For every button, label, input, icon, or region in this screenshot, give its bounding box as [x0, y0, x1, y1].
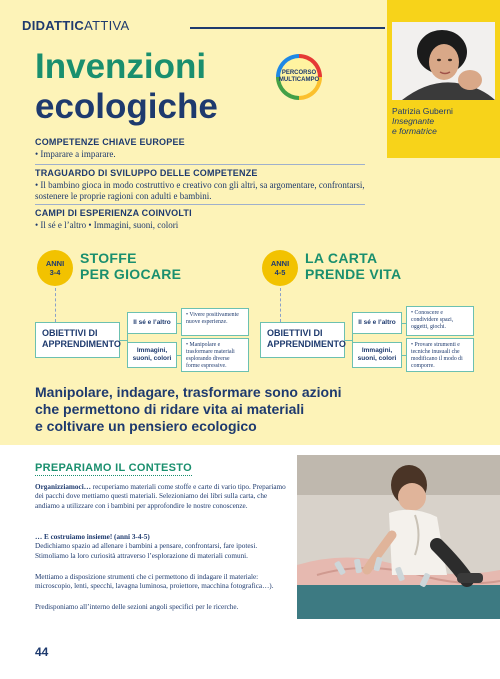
context-paragraph-2: [35, 533, 290, 561]
section-heading: COMPETENZE CHIAVE EUROPEE: [35, 137, 185, 147]
section-heading: TRAGUARDO DI SVILUPPO DELLE COMPETENZE: [35, 168, 258, 178]
age-badge: [37, 250, 73, 286]
author-name: Patrizia Guberni: [392, 106, 453, 116]
section-body: • Il sé e l’altro • Immagini, suoni, colori: [35, 220, 179, 230]
paragraph-text: recuperiamo materiali come stoffe e carte di vario tipo. Prepariamo dei pacchi dove mettiamo questi materiali. Selezioniamo dei libri sulla carta, che andiamo a utilizzare con i bambini per approfondire le nostre conoscenze.: [35, 483, 286, 510]
brand-header: [22, 18, 129, 33]
connector: [120, 340, 127, 341]
page-number: 44: [35, 645, 49, 659]
section-body: • Imparare a imparare.: [35, 149, 116, 159]
section-body: • Il bambino gioca in modo costruttivo e creativo con gli altri, sa argomentare, confrontarsi, sostenere le proprie ragioni con adulti e bambini.: [35, 180, 365, 201]
paragraph-text: Dedichiamo spazio ad allenare i bambini a pensare, confrontarsi, fare ipotesi. Stimoliamo la loro curiosità attraverso l’esplorazione di materiali comuni.: [35, 542, 258, 560]
connector: [345, 340, 352, 341]
activity-title-line-2: PRENDE VITA: [305, 266, 402, 282]
section-campi: [35, 208, 365, 231]
paragraph-lead: Organizziamoci…: [35, 483, 91, 491]
brand-bold: DIDATTIC: [22, 18, 85, 33]
context-title: PREPARIAMO IL CONTESTO: [35, 462, 192, 474]
age-range: 3-4: [49, 268, 61, 277]
author-photo: [392, 22, 495, 100]
tagline-line-3: e coltivare un pensiero ecologico: [35, 418, 257, 434]
title-line-1: Invenzioni: [35, 47, 207, 86]
objectives-box: [260, 322, 345, 358]
activity-title-line-1: LA CARTA: [305, 250, 378, 266]
dotted-connector: [280, 288, 281, 322]
field-items-immagini: • Manipolare e trasformare materiali esplorando diverse forme espressive.: [181, 338, 249, 372]
context-paragraph-4: Predisponiamo all’interno delle sezioni angoli specifici per le ricerche.: [35, 603, 239, 611]
objectives-line-2: APPRENDIMENTO: [267, 339, 346, 349]
objectives-line-1: OBIETTIVI DI: [42, 328, 98, 338]
brand-thin: ATTIVA: [84, 18, 130, 33]
context-paragraph-3: Mettiamo a disposizione strumenti che ci permettono di indagare il materiale: microscopio, lenti, specchi, lavagna luminosa, proiettore, macchina fotografica…).: [35, 573, 274, 591]
dotted-connector: [55, 288, 56, 322]
child-photo: [297, 455, 500, 619]
tagline-line-2: che permettono di ridare vita ai materiali: [35, 401, 305, 417]
author-role-2: e formatrice: [392, 126, 437, 136]
author-role-1: Insegnante: [392, 116, 435, 126]
title-line-2: ecologiche: [35, 87, 218, 126]
section-traguardo: [35, 168, 365, 202]
age-label: ANNI: [45, 259, 65, 268]
activity-title: [305, 250, 401, 282]
field-box-se-altro: Il sé e l’altro: [352, 312, 402, 334]
section-competenze: [35, 137, 365, 160]
badge-text: PERCORSO MULTICAMPO: [280, 58, 318, 96]
field-items-se-altro: • Conoscere e condividere spazi, oggetti, giochi.: [406, 306, 474, 336]
header-rule: [190, 27, 385, 29]
activity-title-line-2: PER GIOCARE: [80, 266, 182, 282]
activity-title: [80, 250, 181, 282]
tagline: [35, 384, 455, 435]
objectives-line-2: APPRENDIMENTO: [42, 339, 121, 349]
age-range: 4-5: [274, 268, 286, 277]
age-badge: [262, 250, 298, 286]
field-box-immagini: Immagini, suoni, colori: [352, 342, 402, 368]
multicampo-badge-icon: [276, 54, 322, 100]
author-info: [392, 106, 453, 136]
paragraph-lead: … E costruiamo insieme! (anni 3-4-5): [35, 533, 150, 541]
field-items-se-altro: • Vivere positivamente nuove esperienze.: [181, 308, 249, 336]
field-box-se-altro: Il sé e l’altro: [127, 312, 177, 334]
age-label: ANNI: [270, 259, 290, 268]
section-heading: CAMPI DI ESPERIENZA COINVOLTI: [35, 208, 192, 218]
objectives-line-1: OBIETTIVI DI: [267, 328, 323, 338]
tagline-line-1: Manipolare, indagare, trasformare sono azioni: [35, 384, 342, 400]
field-box-immagini: Immagini, suoni, colori: [127, 342, 177, 368]
objectives-box: [35, 322, 120, 358]
divider: [35, 204, 365, 205]
field-items-immagini: • Provare strumenti e tecniche inusuali che modificano il modo di comporre.: [406, 338, 474, 372]
divider: [35, 164, 365, 165]
activity-title-line-1: STOFFE: [80, 250, 137, 266]
context-paragraph-1: [35, 483, 290, 511]
